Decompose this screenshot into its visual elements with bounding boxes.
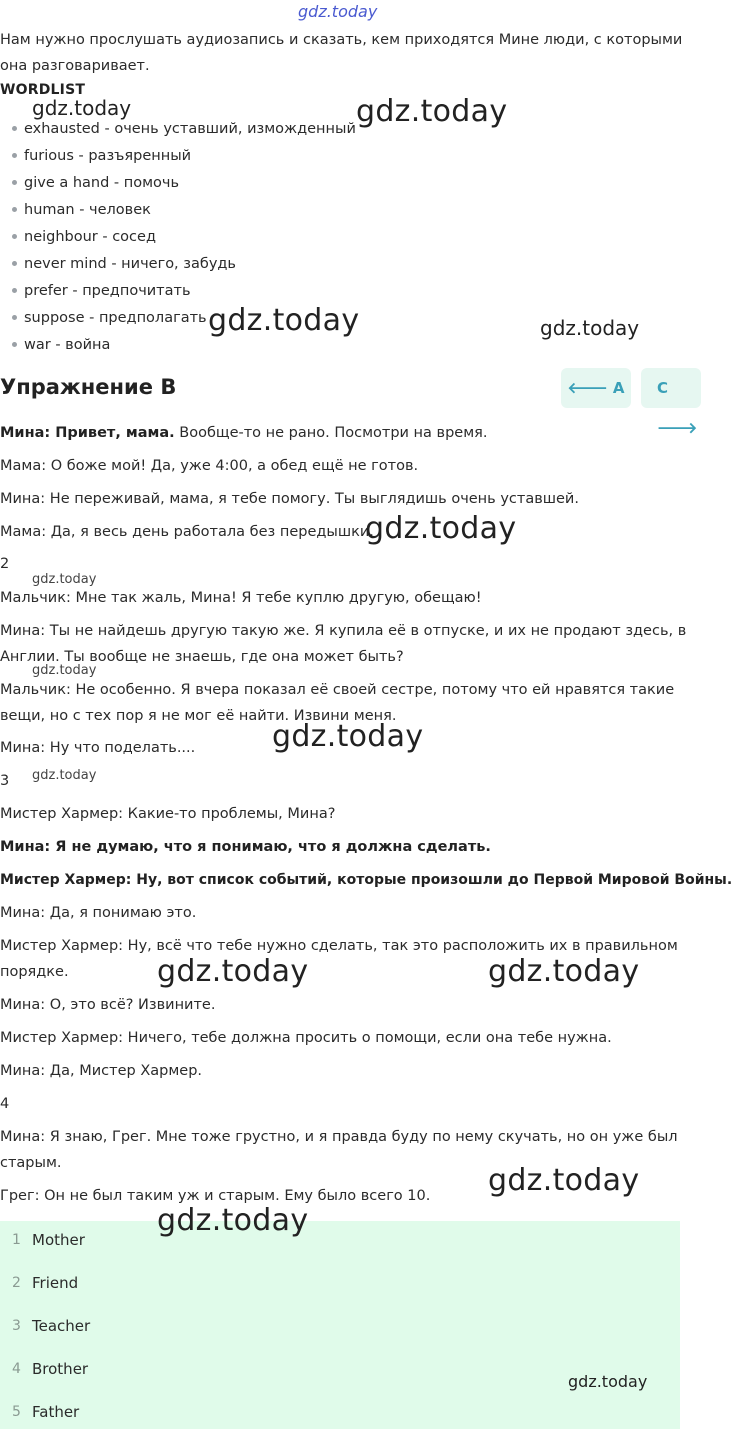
answer-text: Brother: [32, 1360, 89, 1378]
watermark: gdz.today: [32, 96, 132, 120]
wordlist-item: furious - разъяренный: [12, 146, 191, 166]
bullet-icon: [12, 261, 17, 266]
dialogue-line: Мама: Да, я весь день работала без передышки.: [0, 524, 374, 540]
answer-text: Friend: [32, 1274, 79, 1292]
section-number: 3: [0, 773, 10, 789]
watermark: gdz.today: [208, 303, 360, 338]
wordlist-item: neighbour - сосед: [12, 227, 156, 247]
dialogue-line: Англии. Ты вообще не знаешь, где она может быть?: [0, 649, 404, 665]
dialogue-line: порядке.: [0, 964, 69, 980]
watermark: gdz.today: [32, 768, 97, 783]
intro-text-line-2: она разговаривает.: [0, 58, 150, 74]
bullet-icon: [12, 153, 17, 158]
dialogue-line: Мистер Хармер: Ничего, тебе должна просить о помощи, если она тебе нужна.: [0, 1030, 612, 1046]
section-number: 4: [0, 1096, 10, 1112]
dialogue-line: вещи, но с тех пор я не мог её найти. Извини меня.: [0, 708, 397, 724]
bullet-icon: [12, 234, 17, 239]
bullet-icon: [12, 207, 17, 212]
bullet-icon: [12, 288, 17, 293]
prev-exercise-button[interactable]: 🡐 A: [561, 368, 631, 408]
answer-text: Father: [32, 1403, 80, 1421]
answer-text: Teacher: [32, 1317, 91, 1335]
dialogue-line: Мина: Ну что поделать....: [0, 740, 196, 756]
wordlist-item: war - война: [12, 335, 110, 355]
wordlist-item: prefer - предпочитать: [12, 281, 191, 301]
dialogue-line: Мина: Да, Мистер Хармер.: [0, 1063, 203, 1079]
dialogue-line: Мина: Привет, мама. Вообще-то не рано. Посмотри на время.: [0, 425, 488, 441]
dialogue-line: Мина: Ты не найдешь другую такую же. Я купила её в отпуске, и их не продают здесь, в: [0, 623, 687, 639]
wordlist-item: never mind - ничего, забудь: [12, 254, 236, 274]
watermark: gdz.today: [568, 1372, 648, 1391]
dialogue-line: Мистер Хармер: Ну, всё что тебе нужно сделать, так это расположить их в правильном: [0, 938, 678, 954]
dialogue-line: Мина: Я не думаю, что я понимаю, что я должна сделать.: [0, 839, 491, 855]
dialogue-line: Мина: О, это всё? Извините.: [0, 997, 216, 1013]
watermark: gdz.today: [365, 511, 517, 546]
watermark: gdz.today: [32, 572, 97, 587]
watermark: gdz.today: [540, 316, 640, 340]
bullet-icon: [12, 126, 17, 131]
wordlist-item: suppose - предполагать: [12, 308, 207, 328]
bullet-icon: [12, 315, 17, 320]
watermark: gdz.today: [488, 1163, 640, 1198]
watermark: gdz.today: [32, 663, 97, 678]
answer-number: 5: [12, 1404, 21, 1420]
exercise-title: Упражнение B: [0, 375, 177, 399]
answer-number: 4: [12, 1361, 21, 1377]
dialogue-line: Мальчик: Мне так жаль, Мина! Я тебе куплю другую, обещаю!: [0, 590, 482, 606]
next-exercise-button[interactable]: C 🡒: [641, 368, 701, 408]
bullet-icon: [12, 180, 17, 185]
wordlist-item: human - человек: [12, 200, 151, 220]
dialogue-line: Мина: Я знаю, Грег. Мне тоже грустно, и я правда буду по нему скучать, но он уже был: [0, 1129, 678, 1145]
dialogue-line: Мама: О боже мой! Да, уже 4:00, а обед ещё не готов.: [0, 458, 419, 474]
watermark: gdz.today: [157, 954, 309, 989]
wordlist-item: exhausted - очень уставший, изможденный: [12, 119, 356, 139]
answer-number: 1: [12, 1232, 21, 1248]
dialogue-line: Мина: Не переживай, мама, я тебе помогу. Ты выглядишь очень уставшей.: [0, 491, 579, 507]
watermark: gdz.today: [356, 94, 508, 129]
intro-text-line-1: Нам нужно прослушать аудиозапись и сказать, кем приходятся Мине люди, с которыми: [0, 32, 683, 48]
dialogue-line: Мальчик: Не особенно. Я вчера показал её своей сестре, потому что ей нравятся такие: [0, 682, 675, 698]
dialogue-line: Мистер Хармер: Какие-то проблемы, Мина?: [0, 806, 336, 822]
watermark: gdz.today: [272, 719, 424, 754]
watermark: gdz.today: [488, 954, 640, 989]
bullet-icon: [12, 342, 17, 347]
wordlist-item: give a hand - помочь: [12, 173, 179, 193]
answer-panel: [0, 1221, 680, 1429]
dialogue-line: Мина: Да, я понимаю это.: [0, 905, 197, 921]
watermark: gdz.today: [157, 1203, 309, 1238]
dialogue-line: старым.: [0, 1155, 62, 1171]
watermark: gdz.today: [298, 2, 378, 21]
section-number: 2: [0, 556, 10, 572]
dialogue-line: Грег: Он не был таким уж и старым. Ему было всего 10.: [0, 1188, 431, 1204]
dialogue-line: Мистер Хармер: Ну, вот список событий, которые произошли до Первой Мировой Войны.: [0, 872, 732, 888]
answer-number: 2: [12, 1275, 21, 1291]
wordlist-title: WORDLIST: [0, 82, 86, 98]
answer-text: Mother: [32, 1231, 85, 1249]
answer-number: 3: [12, 1318, 21, 1334]
